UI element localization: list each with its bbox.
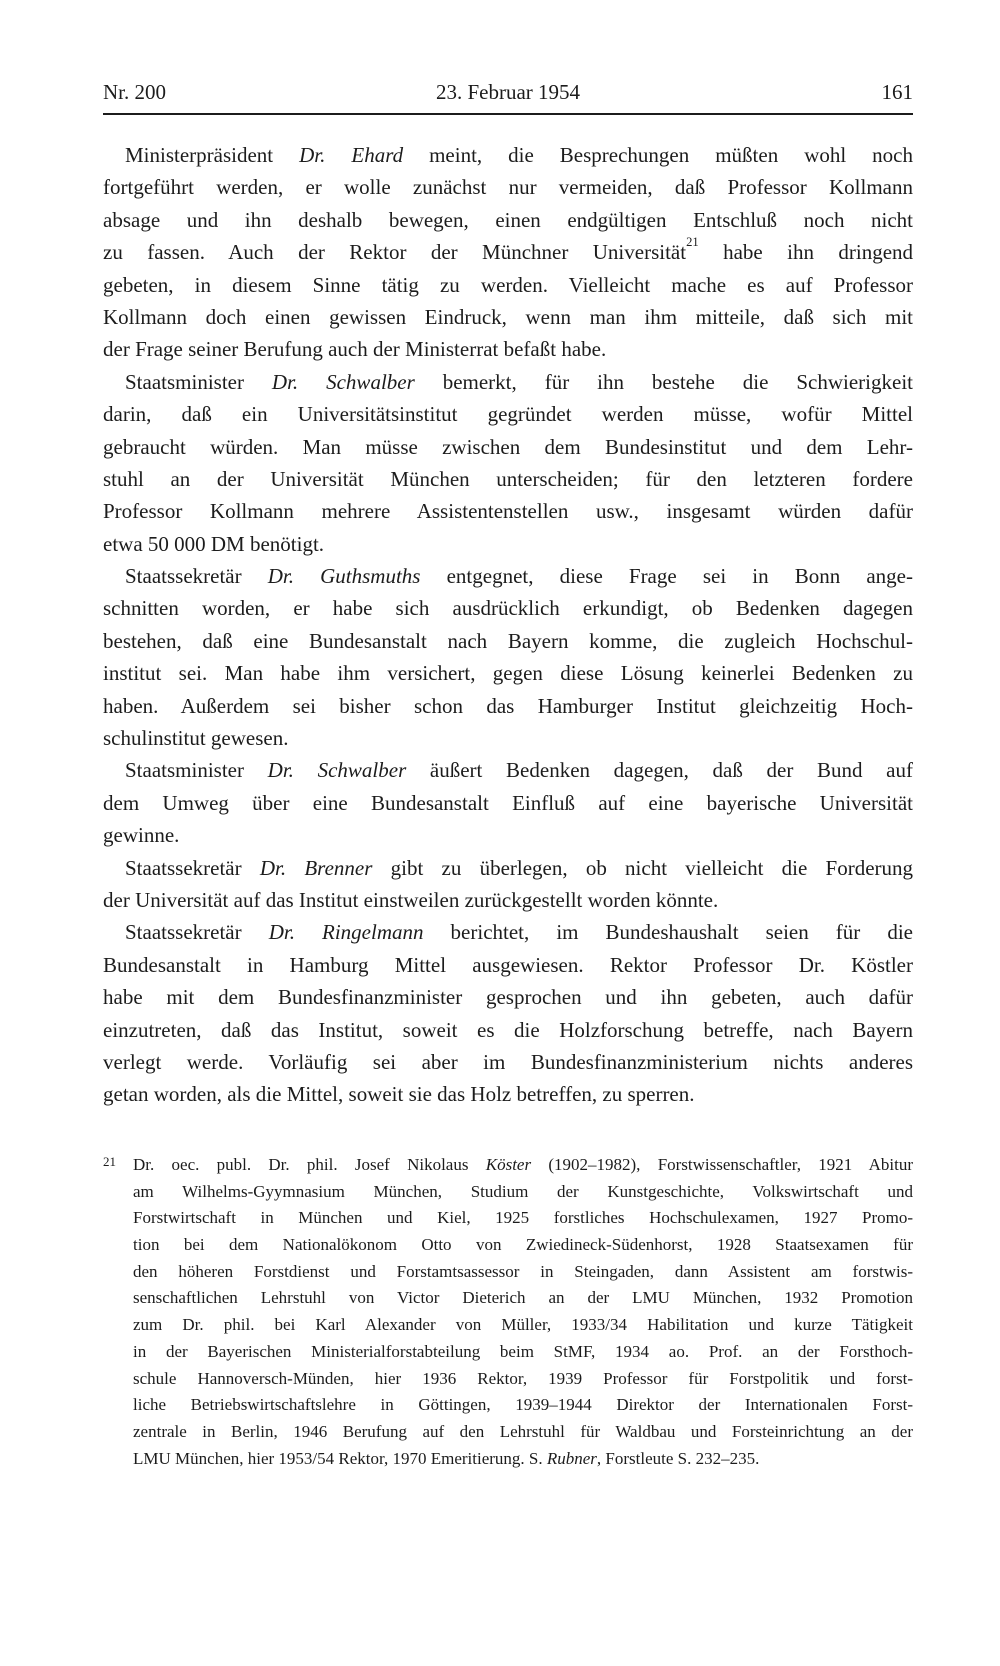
footnote-line: Forstwirtschaft in München und Kiel, 1925 forstliches Hochschulexamen, 1927 Promo-	[133, 1208, 913, 1228]
body-line: verlegt werde. Vorläufig sei aber im Bundesfinanzministerium nichts anderes	[103, 1049, 913, 1074]
page-number: 161	[881, 80, 913, 104]
body-line: einzutreten, daß das Institut, soweit es die Holzforschung betreffe, nach Bayern	[103, 1017, 913, 1042]
document-number: Nr. 200	[103, 80, 166, 104]
body-line: schnitten worden, er habe sich ausdrücklich erkundigt, ob Bedenken dagegen	[103, 596, 913, 621]
footnote-marker: 21	[103, 1154, 116, 1169]
body-line: Kollmann doch einen gewissen Eindruck, wenn man ihm mitteile, daß sich mit	[103, 304, 913, 329]
document-page	[103, 0, 913, 1666]
body-line: der Frage seiner Berufung auch der Ministerrat befaßt habe.	[103, 337, 607, 362]
body-line: bestehen, daß eine Bundesanstalt nach Bayern komme, die zugleich Hochschul-	[103, 628, 913, 653]
body-line: Professor Kollmann mehrere Assistentenstellen usw., insgesamt würden dafür	[103, 499, 913, 524]
body-line: der Universität auf das Institut einstweilen zurückgestellt worden könnte.	[103, 887, 719, 912]
body-line: institut sei. Man habe ihm versichert, gegen diese Lösung keinerlei Bedenken zu	[103, 661, 913, 686]
footnote-line: zum Dr. phil. bei Karl Alexander von Müller, 1933/34 Habilitation und kurze Tätigkeit	[133, 1315, 913, 1335]
body-line: Staatssekretär Dr. Ringelmann berichtet, im Bundeshaushalt seien für die	[125, 920, 914, 945]
body-line: Bundesanstalt in Hamburg Mittel ausgewiesen. Rektor Professor Dr. Köstler	[103, 952, 913, 977]
footnote-block	[103, 1152, 913, 1472]
body-line: gebeten, in diesem Sinne tätig zu werden. Vielleicht mache es auf Professor	[103, 272, 913, 297]
body-line: fortgeführt werden, er wolle zunächst nur vermeiden, daß Professor Kollmann	[103, 175, 913, 200]
body-line: zu fassen. Auch der Rektor der Münchner Universität$^{21}$ habe ihn dringend	[103, 234, 914, 265]
footnote-line: tion bei dem Nationalökonom Otto von Zwiedineck-Südenhorst, 1928 Staatsexamen für	[133, 1235, 913, 1255]
body-line: absage und ihn deshalb bewegen, einen endgültigen Entschluß noch nicht	[103, 207, 913, 232]
body-line: etwa 50 000 DM benötigt.	[103, 531, 325, 556]
body-line: Staatssekretär Dr. Guthsmuths entgegnet, diese Frage sei in Bonn ange-	[125, 564, 913, 589]
body-line: habe mit dem Bundesfinanzminister gesprochen und ihn gebeten, auch dafür	[103, 985, 913, 1010]
footnote-line: den höheren Forstdienst und Forstamtsassessor in Steingaden, dann Assistent am forstwis-	[133, 1261, 913, 1281]
footnote-line: LMU München, hier 1953/54 Rektor, 1970 Emeritierung. S. Rubner, Forstleute S. 232–235.	[133, 1448, 760, 1468]
body-line: darin, daß ein Universitätsinstitut gegründet werden müsse, wofür Mittel	[103, 402, 913, 427]
footnote-line: am Wilhelms-Gyymnasium München, Studium der Kunstgeschichte, Volkswirtschaft und	[133, 1181, 913, 1201]
body-line: Staatsminister Dr. Schwalber bemerkt, für ihn bestehe die Schwierigkeit	[125, 369, 913, 394]
footnote-text	[133, 1152, 913, 1472]
footnote-line: liche Betriebswirtschaftslehre in Göttingen, 1939–1944 Direktor der Internationalen Forst-	[133, 1395, 913, 1415]
header-date: 23. Februar 1954	[435, 80, 581, 104]
footnote-line: senschaftlichen Lehrstuhl von Victor Dieterich an der LMU München, 1932 Promotion	[133, 1288, 913, 1308]
footnote-line: in der Bayerischen Ministerialforstabteilung beim StMF, 1934 ao. Prof. an der Forsthoch-	[133, 1341, 913, 1361]
document-body	[103, 139, 913, 1111]
footnote-line: schule Hannoversch-Münden, hier 1936 Rektor, 1939 Professor für Forstpolitik und forst-	[133, 1368, 913, 1388]
page-header	[103, 80, 913, 104]
body-line: Staatsminister Dr. Schwalber äußert Bedenken dagegen, daß der Bund auf	[125, 758, 913, 783]
footnote-line: zentrale in Berlin, 1946 Berufung auf den Lehrstuhl für Waldbau und Forsteinrichtung an der	[133, 1421, 913, 1441]
body-line: Ministerpräsident Dr. Ehard meint, die Besprechungen müßten wohl noch	[125, 143, 913, 167]
body-line: haben. Außerdem sei bisher schon das Hamburger Institut gleichzeitig Hoch-	[103, 693, 913, 718]
body-line: gewinne.	[103, 823, 180, 848]
body-line: schulinstitut gewesen.	[103, 726, 289, 751]
body-line: getan worden, als die Mittel, soweit sie das Holz betreffen, zu sperren.	[103, 1082, 695, 1107]
body-line: stuhl an der Universität München unterscheiden; für den letzteren fordere	[103, 466, 913, 491]
footnote-line: Dr. oec. publ. Dr. phil. Josef Nikolaus Köster (1902–1982), Forstwissenschaftler, 1921 Abitur	[133, 1155, 913, 1174]
header-rule	[103, 113, 913, 115]
body-line: gebraucht würden. Man müsse zwischen dem Bundesinstitut und dem Lehr-	[103, 434, 913, 459]
body-line: dem Umweg über eine Bundesanstalt Einfluß auf eine bayerische Universität	[103, 790, 913, 815]
body-line: Staatssekretär Dr. Brenner gibt zu überlegen, ob nicht vielleicht die Forderung	[125, 855, 914, 880]
